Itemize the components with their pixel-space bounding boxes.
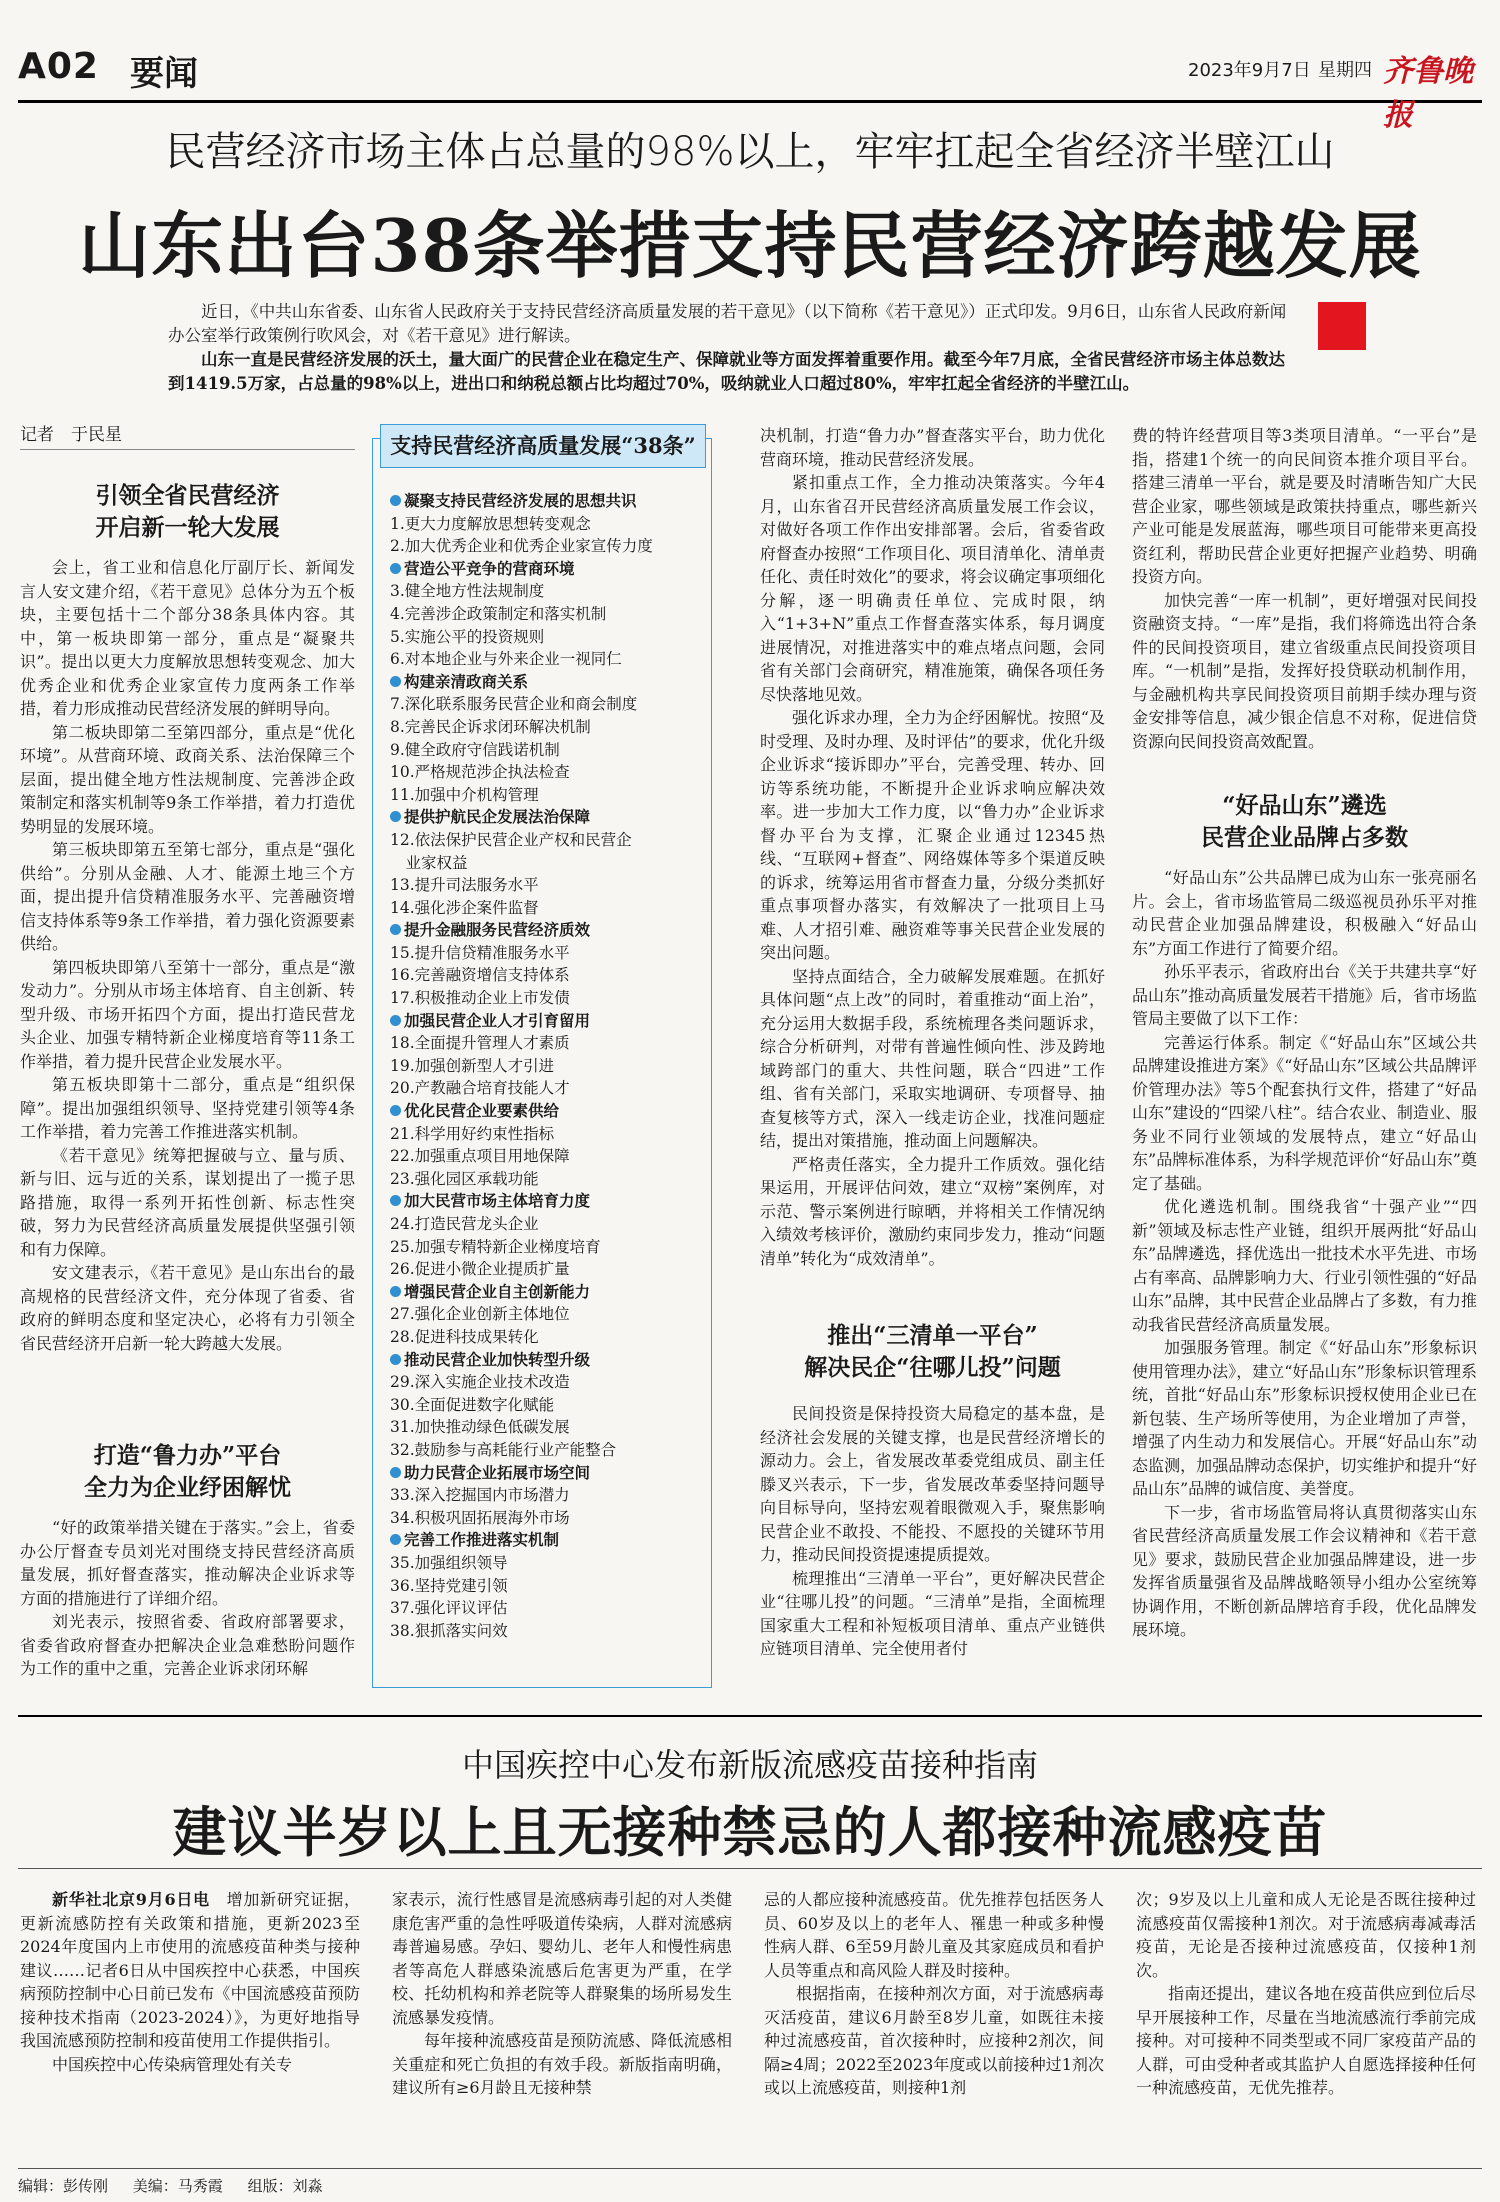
measures-item: 22.加强重点项目用地保障 xyxy=(390,1147,570,1166)
measures-group-heading: 加大民营市场主体培育力度 xyxy=(390,1190,700,1213)
measures-group-heading: 优化民营企业要素供给 xyxy=(390,1100,700,1123)
measures-item: 8.完善民企诉求闭环解决机制 xyxy=(390,717,591,736)
measures-group-heading: 助力民营企业拓展市场空间 xyxy=(390,1462,700,1485)
measures-item: 35.加强组织领导 xyxy=(390,1553,508,1572)
issue-weekday: 星期四 xyxy=(1318,60,1372,81)
measures-item: 17.积极推动企业上市发债 xyxy=(390,989,570,1008)
measures-item: 15.提升信贷精准服务水平 xyxy=(390,943,570,962)
lead-paragraph-bold: 山东一直是民营经济发展的沃土，量大面广的民营企业在稳定生产、保障就业等方面发挥着重要作用。截至今年7月底，全省民营经济市场主体总数达到1419.5万家，占总量的98%以上，进出口和纳税总额占比均超过70%，吸纳就业人口超过80%，牢牢扛起全省经济的半壁江山。 xyxy=(168,350,1285,393)
measures-item: 业家权益 xyxy=(390,853,468,872)
col4-body-a: 费的特许经营项目等3类项目清单。“一平台”是指，搭建1个统一的向民间资本推介项目平台。搭建三清单一平台，就是要及时清晰告知广大民营企业家，哪些领域是政策扶持重点，哪些新兴产业可能是发展蓝海，哪些项目可能带来更高投资红利，帮助民营企业更好把握产业趋势、明确投资方向。 加快完善“一库一机制”，更好增强对民间投资融资支持。“一库”是指，我们将筛选出符合条件的民间投资项目，建立省级重点民间投资项目库。“一机制”是指，发挥好投贷联动机制作用，与金融机构共享民间投资项目前期手续办理与资金安排等信息，减少银企信息不对称，促进信贷资源向民间投资高效配置。 xyxy=(1132,426,1477,751)
red-corner-mark-icon xyxy=(1318,302,1366,350)
measures-group-heading: 增强民营企业自主创新能力 xyxy=(390,1281,700,1304)
bullet-dot-icon xyxy=(390,676,401,687)
measures-item: 19.加强创新型人才引进 xyxy=(390,1056,555,1075)
bullet-dot-icon xyxy=(390,495,401,506)
measures-group-heading: 构建亲清政商关系 xyxy=(390,671,700,694)
col3-body-b: 民间投资是保持投资大局稳定的基本盘，是经济社会发展的关键支撑，也是民营经济增长的源动力。会上，省发展改革委党组成员、副主任滕叉兴表示，下一步，省发展改革委坚持问题导向目标导向，坚持宏观着眼微观入手，聚焦影响民营企业不敢投、不能投、不愿投的关键环节用力，推动民间投资提速提质提效。 梳理推出“三清单一平台”，更好解决民营企业“往哪儿投”的问题。“三清单”是指，全面梳理国家重大工程和补短板项目清单、重点产业链供应链项目清单、完全使用者付 xyxy=(760,1404,1105,1658)
measures-group-heading: 完善工作推进落实机制 xyxy=(390,1529,700,1552)
measures-item: 3.健全地方性法规制度 xyxy=(390,582,545,601)
section-name: 要闻 xyxy=(130,54,198,94)
newspaper-logo: 齐鲁晚报 xyxy=(1383,54,1473,133)
measures-item: 1.更大力度解放思想转变观念 xyxy=(390,514,591,533)
article2-rule xyxy=(18,1868,1482,1869)
lead-paragraph: 近日，《中共山东省委、山东省人民政府关于支持民营经济高质量发展的若干意见》（以下简称《若干意见》）正式印发。9月6日，山东省人民政府新闻办公室举行政策例行吹风会，对《若干意见》进行解读。 xyxy=(168,302,1287,345)
bullet-dot-icon xyxy=(390,563,401,574)
measures-item: 23.强化园区承载功能 xyxy=(390,1169,539,1188)
measures-item: 11.加强中介机构管理 xyxy=(390,785,539,804)
measures-item: 10.严格规范涉企执法检查 xyxy=(390,763,570,782)
issue-date: 2023年9月7日 xyxy=(1188,60,1311,81)
measures-item: 27.强化企业创新主体地位 xyxy=(390,1305,570,1324)
article2-col4: 次；9岁及以上儿童和成人无论是否既往接种过流感疫苗仅需接种1剂次。对于流感病毒减毒活疫苗，无论是否接种过流感疫苗，仅接种1剂次。 指南还提出，建议各地在疫苗供应到位后尽早开展接种工作，尽量在当地流感流行季前完成接种。对可接种不同类型或不同厂家疫苗产品的人群，可由受种者或其监护人自愿选择接种任何一种流感疫苗，无优先推荐。 xyxy=(1136,1890,1476,2097)
measures-item: 14.强化涉企案件监督 xyxy=(390,898,539,917)
measures-item: 25.加强专精特新企业梯度培育 xyxy=(390,1237,601,1256)
bullet-dot-icon xyxy=(390,1105,401,1116)
bullet-dot-icon xyxy=(390,924,401,935)
measures-item: 13.提升司法服务水平 xyxy=(390,876,539,895)
measures-group-heading: 提升金融服务民营经济质效 xyxy=(390,919,700,942)
article2-col1: 新华社北京9月6日电 增加新研究证据，更新流感防控有关政策和措施，更新2023至2024年度国内上市使用的流感疫苗种类与接种建议……记者6日从中国疾控中心获悉，中国疾病预防控制中心日前已发布《中国流感疫苗预防接种技术指南（2023-2024）》，为更好地指导我国流感预防控制和疫苗使用工作提供指引。 中国疾控中心传染病管理处有关专 xyxy=(20,1890,360,2074)
measures-item: 30.全面促进数字化赋能 xyxy=(390,1395,555,1414)
measures-item: 29.深入实施企业技术改造 xyxy=(390,1373,570,1392)
measures-item: 6.对本地企业与外来企业一视同仁 xyxy=(390,650,622,669)
bullet-dot-icon xyxy=(390,1534,401,1545)
section-number: A02 xyxy=(18,46,99,87)
reporter-byline: 记者 于民星 xyxy=(20,420,355,450)
subheading-4: “好品山东”遴选 民营企业品牌占多数 xyxy=(1201,792,1408,851)
article2-col3: 忌的人都应接种流感疫苗。优先推荐包括医务人员、60岁及以上的老年人、罹患一种或多种慢性病人群、6至59月龄儿童及其家庭成员和看护人员等重点和高风险人群及时接种。 根据指南，在接种剂次方面，对于流感病毒灭活疫苗，建议6月龄至8岁儿童，如既往未接种过流感疫苗，首次接种时，应接种2剂次，间隔≥4周；2022至2023年度或以前接种过1剂次或以上流感疫苗，则接种1剂 xyxy=(764,1890,1104,2097)
subheading-2: 打造“鲁力办”平台 全力为企业纾困解忧 xyxy=(84,1442,291,1501)
measures-item: 12.依法保护民营企业产权和民营企 xyxy=(390,830,632,849)
bullet-dot-icon xyxy=(390,1467,401,1478)
page-header xyxy=(18,40,1482,133)
measures-item: 20.产教融合培育技能人才 xyxy=(390,1079,570,1098)
article2-title: 建议半岁以上且无接种禁忌的人都接种流感疫苗 xyxy=(172,1800,1328,1864)
bullet-dot-icon xyxy=(390,811,401,822)
article1-title: 山东出台38条举措支持民营经济跨越发展 xyxy=(78,203,1422,288)
measures-box-title: 支持民营经济高质量发展“38条” xyxy=(380,424,706,468)
section-divider xyxy=(18,1715,1482,1717)
editor-credit: 编辑：彭传刚 xyxy=(18,2177,109,2195)
measures-item: 16.完善融资增信支持体系 xyxy=(390,966,570,985)
measures-item: 32.鼓励参与高耗能行业产能整合 xyxy=(390,1440,617,1459)
measures-group-heading: 凝聚支持民营经济发展的思想共识 xyxy=(390,490,700,513)
measures-group-heading: 提供护航民企发展法治保障 xyxy=(390,806,700,829)
subheading-3: 推出“三清单一平台” 解决民企“往哪儿投”问题 xyxy=(804,1322,1061,1381)
measures-item: 26.促进小微企业提质扩量 xyxy=(390,1260,570,1279)
bullet-dot-icon xyxy=(390,1286,401,1297)
measures-item: 9.健全政府守信践诺机制 xyxy=(390,740,560,759)
measures-item: 7.深化联系服务民营企业和商会制度 xyxy=(390,695,638,714)
measures-item: 36.坚持党建引领 xyxy=(390,1576,508,1595)
article1-kicker: 民营经济市场主体占总量的98%以上，牢牢扛起全省经济半壁江山 xyxy=(165,129,1335,175)
measures-item: 38.狠抓落实问效 xyxy=(390,1621,508,1640)
proof-credit: 组版：刘淼 xyxy=(247,2177,323,2195)
article2-kicker: 中国疾控中心发布新版流感疫苗接种指南 xyxy=(461,1746,1038,1784)
measures-item: 4.完善涉企政策制定和落实机制 xyxy=(390,604,607,623)
measures-item: 5.实施公平的投资规则 xyxy=(390,627,545,646)
measures-item: 21.科学用好约束性指标 xyxy=(390,1124,555,1143)
designer-credit: 美编：马秀霞 xyxy=(132,2177,223,2195)
measures-group-heading: 加强民营企业人才引育留用 xyxy=(390,1010,700,1033)
col3-body-a: 决机制，打造“鲁力办”督查落实平台，助力优化营商环境，推动民营经济发展。 紧扣重点工作，全力推动决策落实。今年4月，山东省召开民营经济高质量发展工作会议，对做好各项工作作出安排部署。会后，省委省政府督查办按照“工作项目化、项目清单化、清单责任化、责任时效化”的要求，将会议确定事项细化分解，逐一明确责任单位、完成时限，纳入“1+3+N”重点工作督查落实体系，每月调度进展情况，对推进落实中的难点堵点问题，会同省有关部门会商研究，精准施策，确保各项任务尽快落地见效。 强化诉求办理，全力为企纾困解忧。按照“及时受理、及时办理、及时评估”的要求，优化升级企业诉求“接诉即办”平台，完善受理、转办、回访等系统功能，不断提升企业诉求响应解决效率。进一步加大工作力度，以“鲁力办”企业诉求督办平台为支撑，汇聚企业通过12345热线、“互联网+督查”、网络媒体等多个渠道反映的诉求，统筹运用省市督查力量，分级分类抓好重点事项督办落实，有效解决了一批项目上马难、人才招引难、融资难等事关民营企业发展的突出问题。 坚持点面结合，全力破解发展难题。在抓好具体问题“点上改”的同时，着重推动“面上治”，充分运用大数据手段，系统梳理各类问题诉求，综合分析研判，对带有普遍性倾向性、涉及跨地域跨部门的重大、共性问题，联合“四进”工作组、省有关部门，采取实地调研、专项督导、抽查复核等方式，深入一线走访企业，找准问题症结，提出对策措施，推动面上问题解决。 严格责任落实，全力提升工作质效。强化结果运用，开展评估问效，建立“双榜”案例库，对示范、警示案例进行晾晒，并将相关工作情况纳入绩效考核评价，激励约束同步发力，推动“问题清单”转化为“成效清单”。 xyxy=(760,426,1105,1268)
measures-item: 37.强化评议评估 xyxy=(390,1599,508,1618)
page-footer xyxy=(18,2168,1482,2196)
col1-body-b: “好的政策举措关键在于落实。”会上，省委办公厅督查专员刘光对围绕支持民营经济高质量发展，抓好督查落实，推动解决企业诉求等方面的措施进行了详细介绍。 刘光表示，按照省委、省政府部署要求，省委省政府督查办把解决企业急难愁盼问题作为工作的重中之重，完善企业诉求闭环解 xyxy=(20,1518,355,1678)
measures-item: 2.加大优秀企业和优秀企业家宣传力度 xyxy=(390,537,653,556)
measures-item: 28.促进科技成果转化 xyxy=(390,1327,539,1346)
subheading-1: 引领全省民营经济 开启新一轮大发展 xyxy=(95,482,280,541)
measures-item: 34.积极巩固拓展海外市场 xyxy=(390,1508,570,1527)
measures-group-heading: 推动民营企业加快转型升级 xyxy=(390,1349,700,1372)
col4-body-b: “好品山东”公共品牌已成为山东一张亮丽名片。会上，省市场监管局二级巡视员孙乐平对推动民营企业加强品牌建设，积极融入“好品山东”方面工作进行了简要介绍。 孙乐平表示，省政府出台《关于共建共享“好品山东”推动高质量发展若干措施》后，省市场监管局主要做了以下工作： 完善运行体系。制定《“好品山东”区域公共品牌建设推进方案》《“好品山东”区域公共品牌评价管理办法》等5个配套执行文件，搭建了“好品山东”建设的“四梁八柱”。结合农业、制造业、服务业不同行业领域的发展特点，建立“好品山东”品牌标准体系，为科学规范评价“好品山东”奠定了基础。 优化遴选机制。围绕我省“十强产业”“四新”领域及标志性产业链，组织开展两批“好品山东”品牌遴选，择优选出一批技术水平先进、市场占有率高、品牌影响力大、行业引领性强的“好品山东”品牌，其中民营企业品牌占了多数，有力推动我省民营经济高质量发展。 加强服务管理。制定《“好品山东”形象标识使用管理办法》，建立“好品山东”形象标识管理系统，首批“好品山东”形象标识授权使用企业已在新包装、生产场所等使用，为企业增加了声誉，增强了内生动力和发展信心。开展“好品山东”动态监测，加强品牌动态保护，切实维护和提升“好品山东”品牌的诚信度、美誉度。 下一步，省市场监管局将认真贯彻落实山东省民营经济高质量发展工作会议精神和《若干意见》要求，鼓励民营企业加强品牌建设，进一步发挥省质量强省及品牌战略领导小组办公室统筹协调作用，不断创新品牌培育手段，优化品牌发展环境。 xyxy=(1132,868,1477,1639)
measures-group-heading: 营造公平竞争的营商环境 xyxy=(390,558,700,581)
dateline: 新华社北京9月6日电 xyxy=(52,1890,210,1909)
bullet-dot-icon xyxy=(390,1195,401,1206)
article1-lead xyxy=(168,300,1288,396)
article2-col2: 家表示，流行性感冒是流感病毒引起的对人类健康危害严重的急性呼吸道传染病，人群对流感病毒普遍易感。孕妇、婴幼儿、老年人和慢性病患者等高危人群感染流感后危害更为严重，在学校、托幼机构和养老院等人群聚集的场所易发生流感暴发疫情。 每年接种流感疫苗是预防流感、降低流感相关重症和死亡负担的有效手段。新版指南明确，建议所有≥6月龄且无接种禁 xyxy=(392,1890,732,2097)
measures-item: 31.加快推动绿色低碳发展 xyxy=(390,1418,570,1437)
measures-list xyxy=(390,490,700,1642)
bullet-dot-icon xyxy=(390,1015,401,1026)
measures-item: 18.全面提升管理人才素质 xyxy=(390,1034,570,1053)
measures-item: 24.打造民营龙头企业 xyxy=(390,1215,539,1233)
col1-body-a: 会上，省工业和信息化厅副厅长、新闻发言人安文建介绍，《若干意见》总体分为五个板块，主要包括十二个部分38条具体内容。其中，第一板块即第一部分，重点是“凝聚共识”。提出以更大力度解放思想转变观念、加大优秀企业和优秀企业家宣传力度两条工作举措，着力形成推动民营经济发展的鲜明导向。 第二板块即第二至第四部分，重点是“优化环境”。从营商环境、政商关系、法治保障三个层面，提出健全地方性法规制度、完善涉企政策制定和落实机制等9条工作举措，着力打造优势明显的发展环境。 第三板块即第五至第七部分，重点是“强化供给”。分别从金融、人才、能源土地三个方面，提出提升信贷精准服务水平、完善融资增信支持体系等9条工作举措，着力强化资源要素供给。 第四板块即第八至第十一部分，重点是“激发动力”。分别从市场主体培育、自主创新、转型升级、市场开拓四个方面，提出打造民营龙头企业、加强专精特新企业梯度培育等11条工作举措，着力提升民营企业发展水平。 第五板块即第十二部分，重点是“组织保障”。提出加强组织领导、坚持党建引领等4条工作举措，着力完善工作推进落实机制。 《若干意见》统筹把握破与立、量与质、新与旧、远与近的关系，谋划提出了一揽子思路措施，取得一系列开拓性创新、标志性突破，努力为民营经济高质量发展提供坚强引领和有力保障。 安文建表示，《若干意见》是山东出台的最高规格的民营经济文件，充分体现了省委、省政府的鲜明态度和坚定决心，必将有力引领全省民营经济开启新一轮大跨越大发展。 xyxy=(20,558,355,1353)
bullet-dot-icon xyxy=(390,1354,401,1365)
measures-item: 33.深入挖掘国内市场潜力 xyxy=(390,1486,570,1505)
